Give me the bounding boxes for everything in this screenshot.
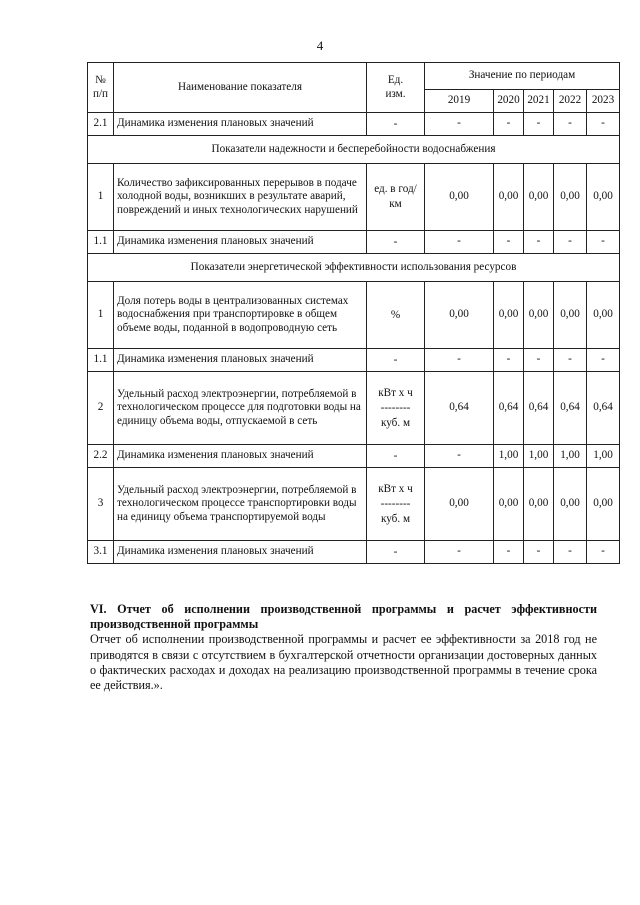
unit-cell: - [367,231,425,254]
unit-cell: - [367,541,425,564]
table-row [88,282,620,349]
unit-cell: - [367,349,425,372]
indicator-name: Динамика изменения плановых значений [114,445,367,468]
row-number: 3.1 [88,541,114,564]
row-number: 2.2 [88,445,114,468]
row-number: 2 [88,372,114,445]
value-cell: - [425,113,494,136]
header-unit: Ед. изм. [367,63,425,113]
value-cell: 0,00 [425,282,494,349]
section-vi-body: Отчет об исполнении производственной программы и расчет ее эффективности за 2018 год не приводятся в связи с отсутствием в бухгалтерской отчетности организации достоверных данных о фактических расходах и доходах на реализацию производственной программы в течение срока ее действия.». [90,632,597,693]
unit-cell: - [367,445,425,468]
value-cell: 1,00 [524,445,554,468]
value-cell: 0,00 [554,282,587,349]
indicator-name: Удельный расход электроэнергии, потребляемой в технологическом процессе транспортировки воды на единицу объема транспортируемой воды [114,468,367,541]
value-cell: 0,00 [554,164,587,231]
value-cell: 0,64 [494,372,524,445]
value-cell: 0,64 [587,372,620,445]
row-number: 1.1 [88,349,114,372]
page-number: 4 [316,38,324,53]
value-cell: - [524,541,554,564]
table-row [88,113,620,136]
value-cell: - [554,113,587,136]
value-cell: 1,00 [554,445,587,468]
value-cell: - [494,113,524,136]
value-cell: 0,00 [494,468,524,541]
value-cell: 0,00 [524,468,554,541]
section-vi-title: VI. Отчет об исполнении производственной программы и расчет эффективности производственной программы [90,602,597,632]
row-number: 1.1 [88,231,114,254]
value-cell: - [587,349,620,372]
value-cell: - [494,349,524,372]
row-number: 3 [88,468,114,541]
row-number: 1 [88,282,114,349]
section-title: Показатели энергетической эффективности использования ресурсов [88,254,620,282]
value-cell: 0,00 [425,164,494,231]
value-cell: 0,00 [587,282,620,349]
value-cell: - [587,113,620,136]
unit-cell: % [367,282,425,349]
table-row [88,231,620,254]
table-row [88,349,620,372]
indicator-name: Динамика изменения плановых значений [114,231,367,254]
header-periods: Значение по периодам [425,63,620,90]
table-row [88,541,620,564]
value-cell: 0,00 [554,468,587,541]
value-cell: - [425,231,494,254]
value-cell: - [587,231,620,254]
section-title: Показатели надежности и бесперебойности водоснабжения [88,136,620,164]
unit-cell: - [367,113,425,136]
section-header-row [88,136,620,164]
unit-cell: кВт х ч -------- куб. м [367,468,425,541]
value-cell: 0,64 [554,372,587,445]
indicator-name: Удельный расход электроэнергии, потребляемой в технологическом процессе для подготовки воды на единицу объема воды, отпускаемой в сеть [114,372,367,445]
indicator-name: Динамика изменения плановых значений [114,541,367,564]
value-cell: 1,00 [587,445,620,468]
value-cell: - [524,349,554,372]
indicator-name: Динамика изменения плановых значений [114,113,367,136]
table-header-row [88,63,620,90]
value-cell: - [425,541,494,564]
value-cell: - [494,541,524,564]
value-cell: 0,64 [524,372,554,445]
value-cell: - [425,445,494,468]
header-name: Наименование показателя [114,63,367,113]
header-num: № п/п [88,63,114,113]
value-cell: 0,00 [524,282,554,349]
indicators-table [87,62,620,564]
table-row [88,445,620,468]
table-row [88,468,620,541]
row-number: 1 [88,164,114,231]
value-cell: 0,00 [587,164,620,231]
unit-cell: ед. в год/км [367,164,425,231]
value-cell: 1,00 [494,445,524,468]
indicator-name: Количество зафиксированных перерывов в подаче холодной воды, возникших в результате аварий, повреждений и иных технологических нарушений [114,164,367,231]
value-cell: - [554,231,587,254]
table-row [88,164,620,231]
header-year: 2021 [524,90,554,113]
table-row [88,372,620,445]
value-cell: - [494,231,524,254]
value-cell: 0,00 [494,282,524,349]
header-year: 2023 [587,90,620,113]
value-cell: - [524,113,554,136]
row-number: 2.1 [88,113,114,136]
section-vi [90,602,597,693]
value-cell: 0,00 [524,164,554,231]
indicator-name: Доля потерь воды в централизованных системах водоснабжения при транспортировке в общем объеме воды, поданной в водопроводную сеть [114,282,367,349]
value-cell: 0,00 [494,164,524,231]
indicator-name: Динамика изменения плановых значений [114,349,367,372]
unit-cell: кВт х ч -------- куб. м [367,372,425,445]
value-cell: - [554,541,587,564]
value-cell: - [587,541,620,564]
value-cell: - [524,231,554,254]
value-cell: 0,00 [425,468,494,541]
header-year: 2019 [425,90,494,113]
value-cell: 0,00 [587,468,620,541]
section-header-row [88,254,620,282]
value-cell: - [554,349,587,372]
value-cell: 0,64 [425,372,494,445]
header-year: 2022 [554,90,587,113]
value-cell: - [425,349,494,372]
header-year: 2020 [494,90,524,113]
